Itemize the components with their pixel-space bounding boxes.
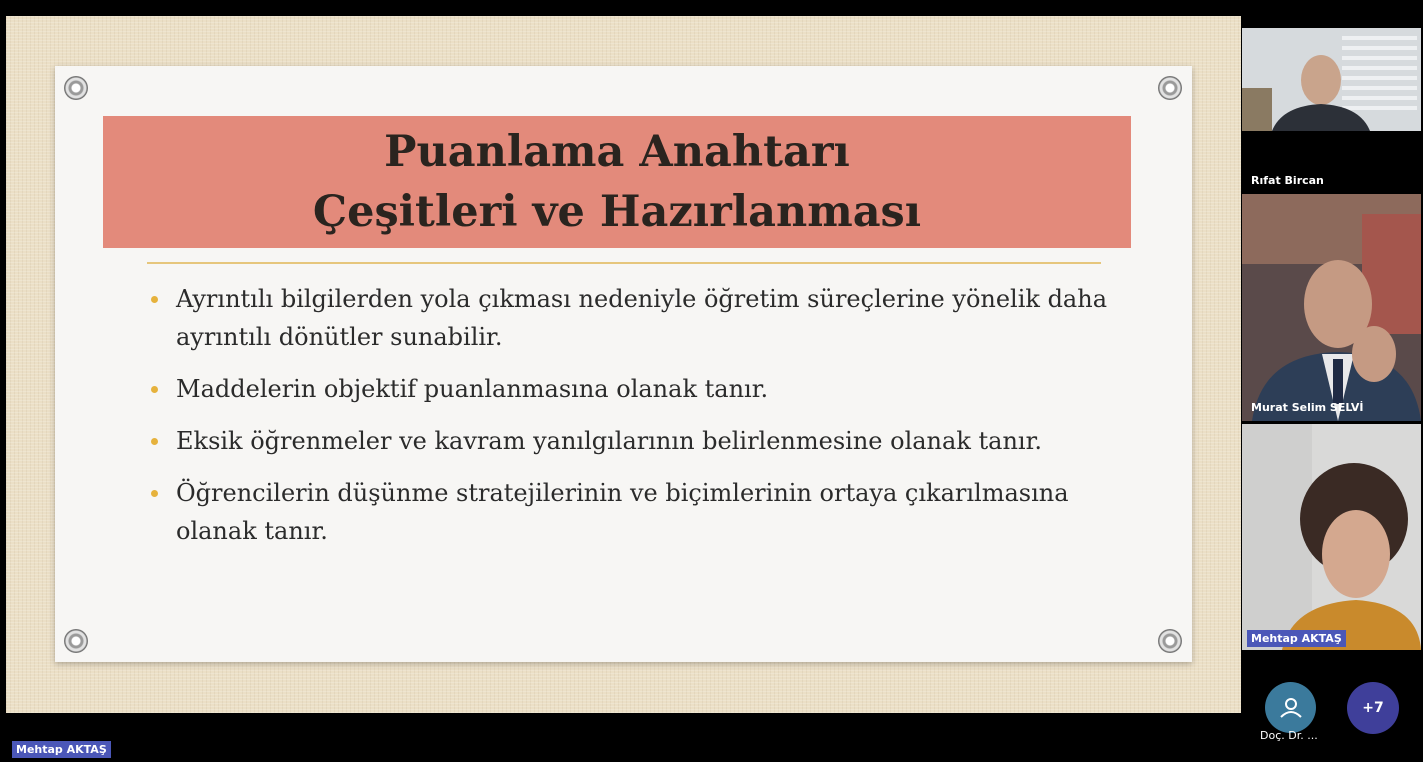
participant-video-tile[interactable] bbox=[1242, 28, 1421, 131]
slide-title-band bbox=[103, 116, 1131, 248]
bullet-icon bbox=[151, 490, 158, 497]
participant-name: Murat Selim SELVİ bbox=[1251, 401, 1364, 414]
participant-video bbox=[1242, 28, 1421, 131]
participant-name: Mehtap AKTAŞ bbox=[1247, 630, 1346, 647]
slide-bullet-list bbox=[147, 280, 1137, 564]
participant-avatar-label: Doç. Dr. ... bbox=[1260, 729, 1318, 742]
bullet-item bbox=[147, 422, 1137, 460]
user-icon bbox=[1278, 695, 1304, 721]
screw-icon bbox=[64, 629, 88, 653]
bullet-text: Maddelerin objektif puanlanmasına olanak tanır. bbox=[176, 375, 769, 403]
bullet-item bbox=[147, 370, 1137, 408]
bullet-text: Ayrıntılı bilgilerden yola çıkması nedeniyle öğretim süreçlerine yönelik daha ayrıntılı dönütler sunabilir. bbox=[176, 285, 1108, 351]
screw-icon bbox=[1158, 76, 1182, 100]
title-divider bbox=[147, 262, 1101, 264]
bullet-item bbox=[147, 280, 1137, 356]
bullet-icon bbox=[151, 296, 158, 303]
bullet-text: Eksik öğrenmeler ve kavram yanılgılarının belirlenmesine olanak tanır. bbox=[176, 427, 1043, 455]
presenter-label: Mehtap AKTAŞ bbox=[12, 741, 111, 758]
participant-video bbox=[1242, 194, 1421, 421]
bullet-item bbox=[147, 474, 1137, 550]
participant-video-tile[interactable] bbox=[1242, 194, 1421, 421]
slide-title-line-1: Puanlama Anahtarı bbox=[384, 127, 850, 177]
bullet-icon bbox=[151, 386, 158, 393]
participant-avatar[interactable] bbox=[1265, 682, 1316, 733]
bullet-text: Öğrencilerin düşünme stratejilerinin ve biçimlerinin ortaya çıkarılmasına olanak tanır. bbox=[176, 479, 1069, 545]
screw-icon bbox=[1158, 629, 1182, 653]
screw-icon bbox=[64, 76, 88, 100]
more-participants-button[interactable]: +7 bbox=[1347, 682, 1399, 734]
slide-title-line-2: Çeşitleri ve Hazırlanması bbox=[312, 187, 922, 237]
bullet-icon bbox=[151, 438, 158, 445]
participant-video bbox=[1242, 424, 1421, 650]
slide bbox=[55, 66, 1192, 662]
participant-name: Rıfat Bircan bbox=[1251, 174, 1324, 187]
participant-video-tile[interactable] bbox=[1242, 424, 1421, 650]
shared-screen bbox=[6, 16, 1241, 713]
